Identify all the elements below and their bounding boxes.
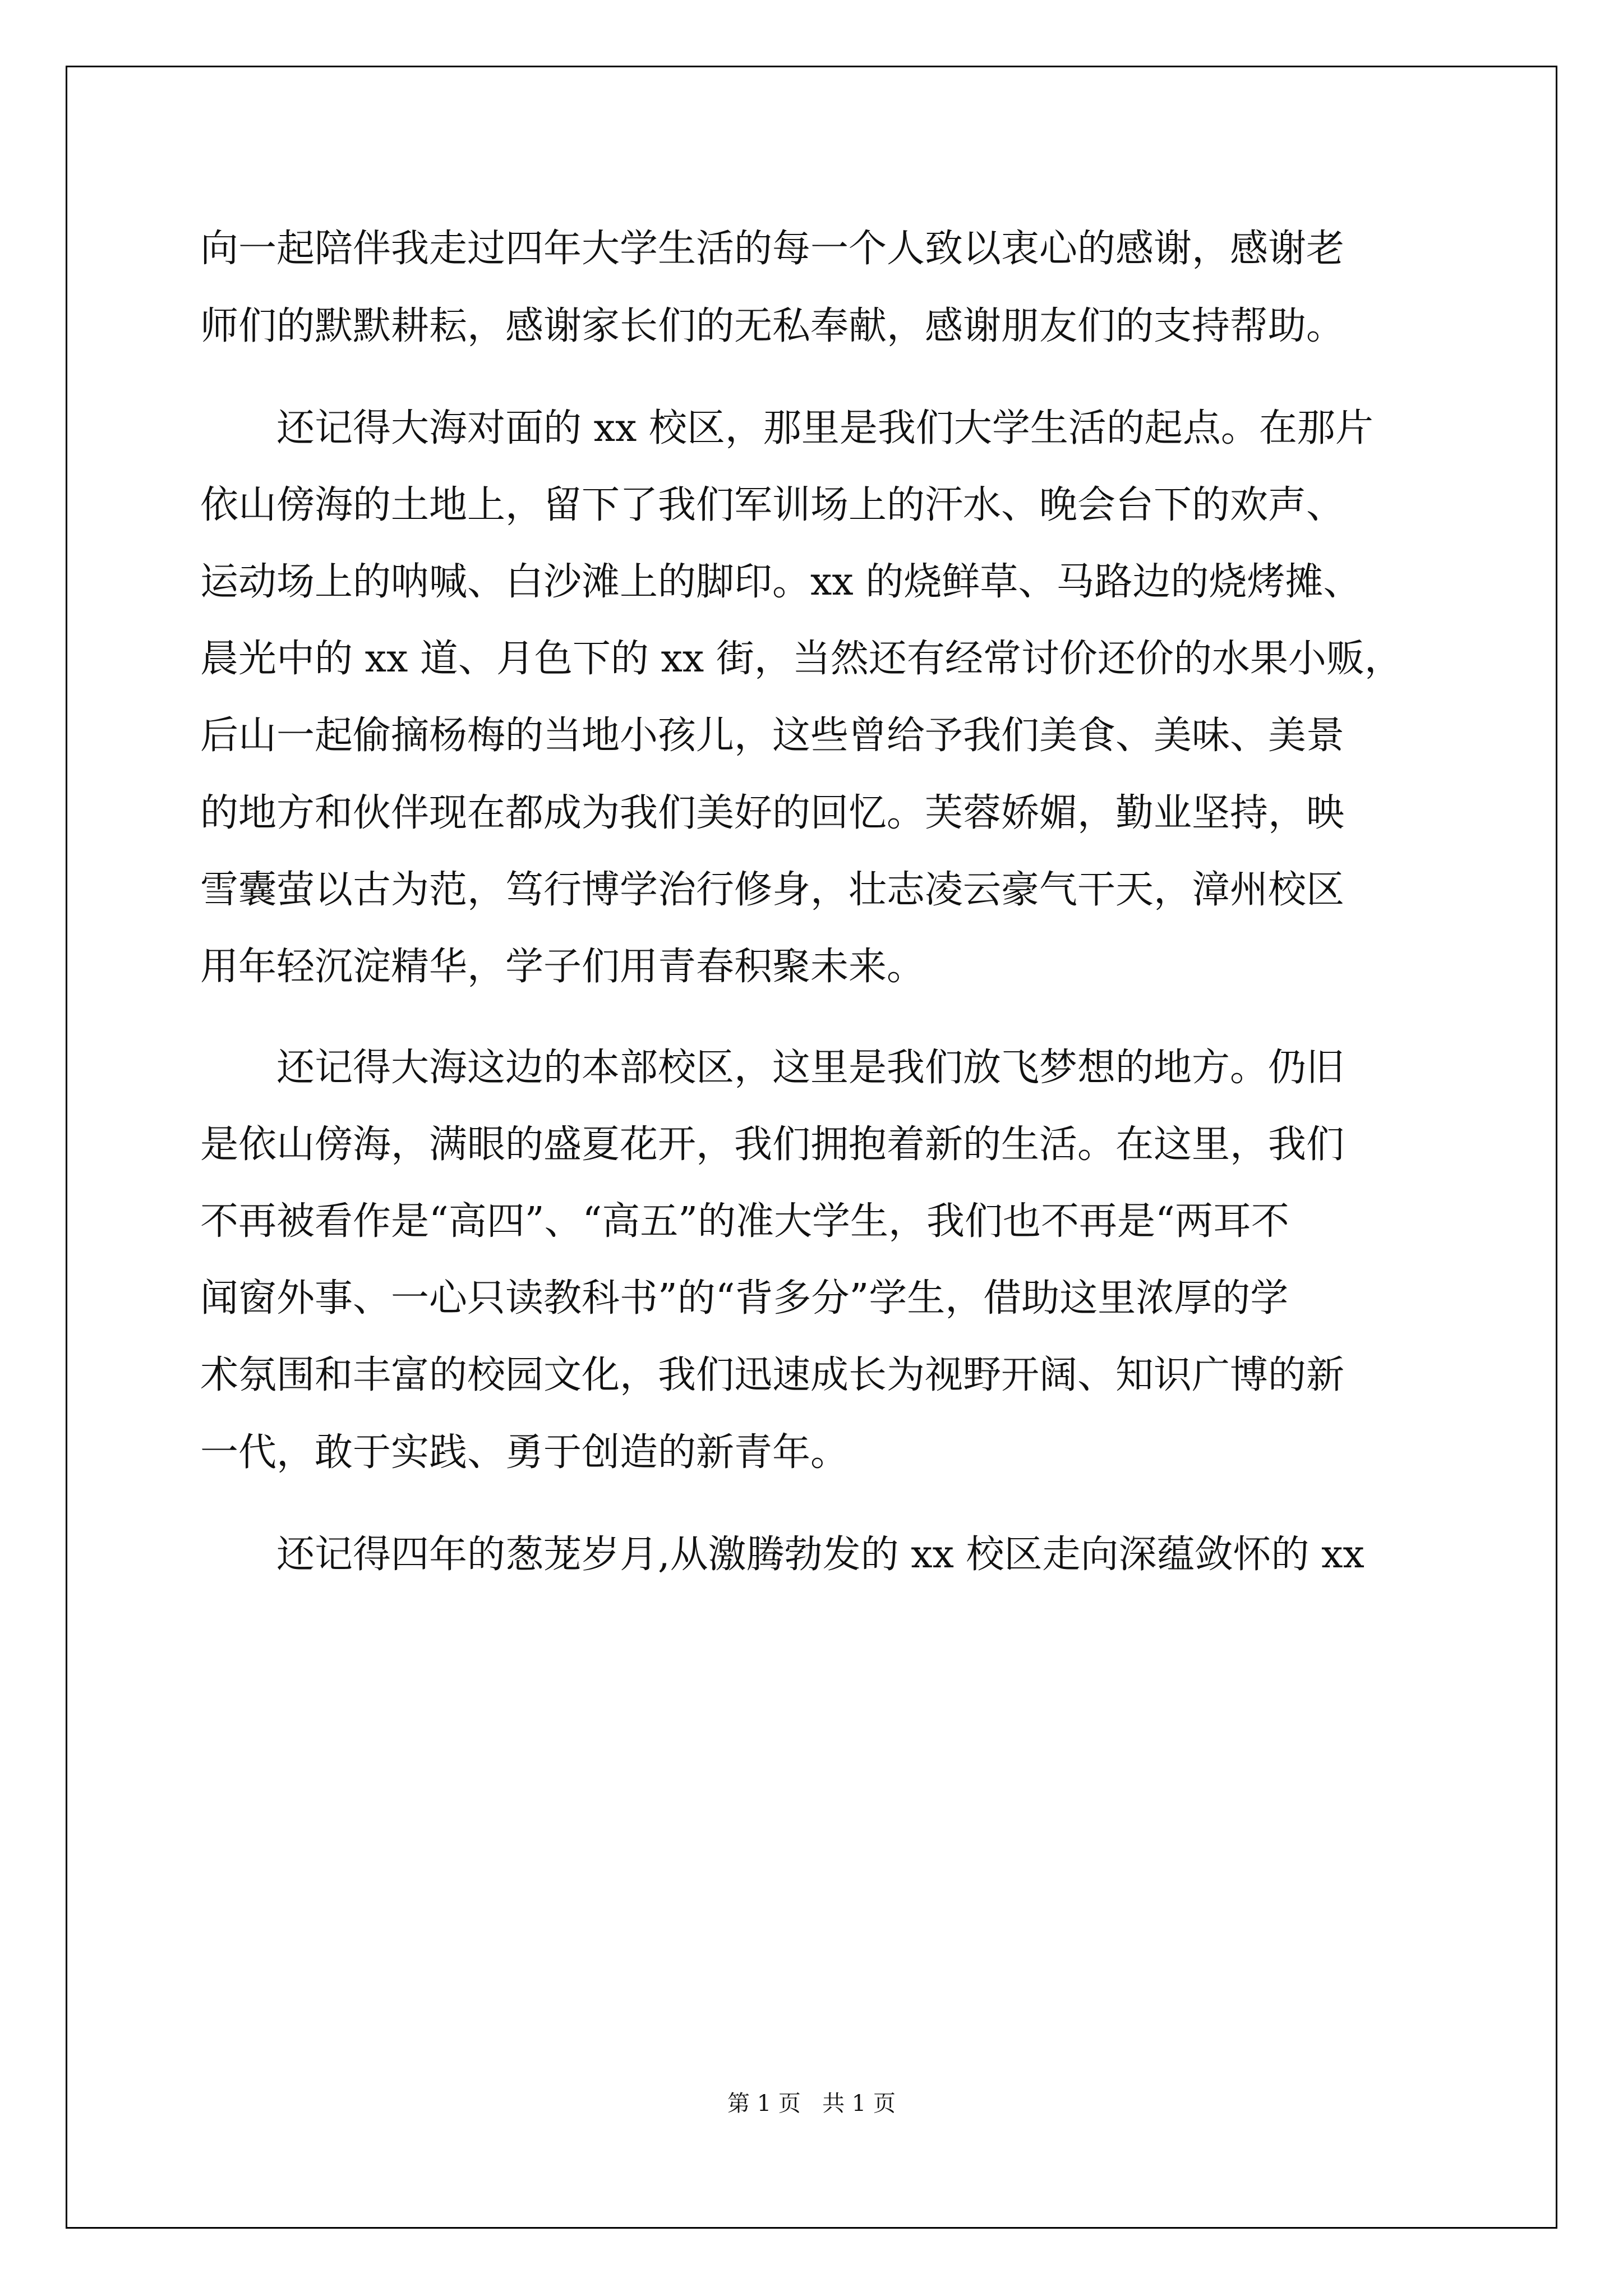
text-line: 向一起陪伴我走过四年大学生活的每一个人致以衷心的感谢，感谢老: [200, 227, 1345, 271]
text-line: 一代，敢于实践、勇于创造的新青年。: [200, 1430, 849, 1475]
text-line: 的地方和伙伴现在都成为我们美好的回忆。芙蓉娇媚，勤业坚持，映: [200, 791, 1345, 835]
text-line: 还记得大海对面的 xx 校区，那里是我们大学生活的起点。在那片: [200, 406, 1373, 450]
text-line: 是依山傍海，满眼的盛夏花开，我们拥抱着新的生活。在这里，我们: [200, 1122, 1345, 1167]
text-line: 依山傍海的土地上，留下了我们军训场上的汗水、晚会台下的欢声、: [200, 483, 1345, 527]
text-line: 师们的默默耕耘，感谢家长们的无私奉献，感谢朋友们的支持帮助。: [200, 304, 1345, 348]
text-line: 还记得四年的葱茏岁月,从激腾勃发的 xx 校区走向深蕴敛怀的 xx: [200, 1533, 1364, 1577]
text-line: 雪囊萤以古为范，笃行博学治行修身，壮志凌云豪气干天，漳州校区: [200, 868, 1345, 912]
text-line: 晨光中的 xx 道、月色下的 xx 街，当然还有经常讨价还价的水果小贩，: [200, 637, 1403, 681]
text-line: 闻窗外事、一心只读教科书”的“背多分”学生，借助这里浓厚的学: [200, 1276, 1289, 1320]
text-line: 术氛围和丰富的校园文化，我们迅速成长为视野开阔、知识广博的新: [200, 1353, 1345, 1397]
text-line: 后山一起偷摘杨梅的当地小孩儿，这些曾给予我们美食、美味、美景: [200, 714, 1345, 758]
text-line: 不再被看作是“高四”、“高五”的准大学生，我们也不再是“两耳不: [200, 1199, 1289, 1244]
page-number-footer: 第 1 页 共 1 页: [727, 2091, 896, 2116]
text-line: 运动场上的呐喊、白沙滩上的脚印。xx 的烧鲜草、马路边的烧烤摊、: [200, 560, 1362, 604]
text-line: 还记得大海这边的本部校区，这里是我们放飞梦想的地方。仍旧: [200, 1046, 1345, 1090]
text-line: 用年轻沉淀精华，学子们用青春积聚未来。: [200, 945, 925, 989]
